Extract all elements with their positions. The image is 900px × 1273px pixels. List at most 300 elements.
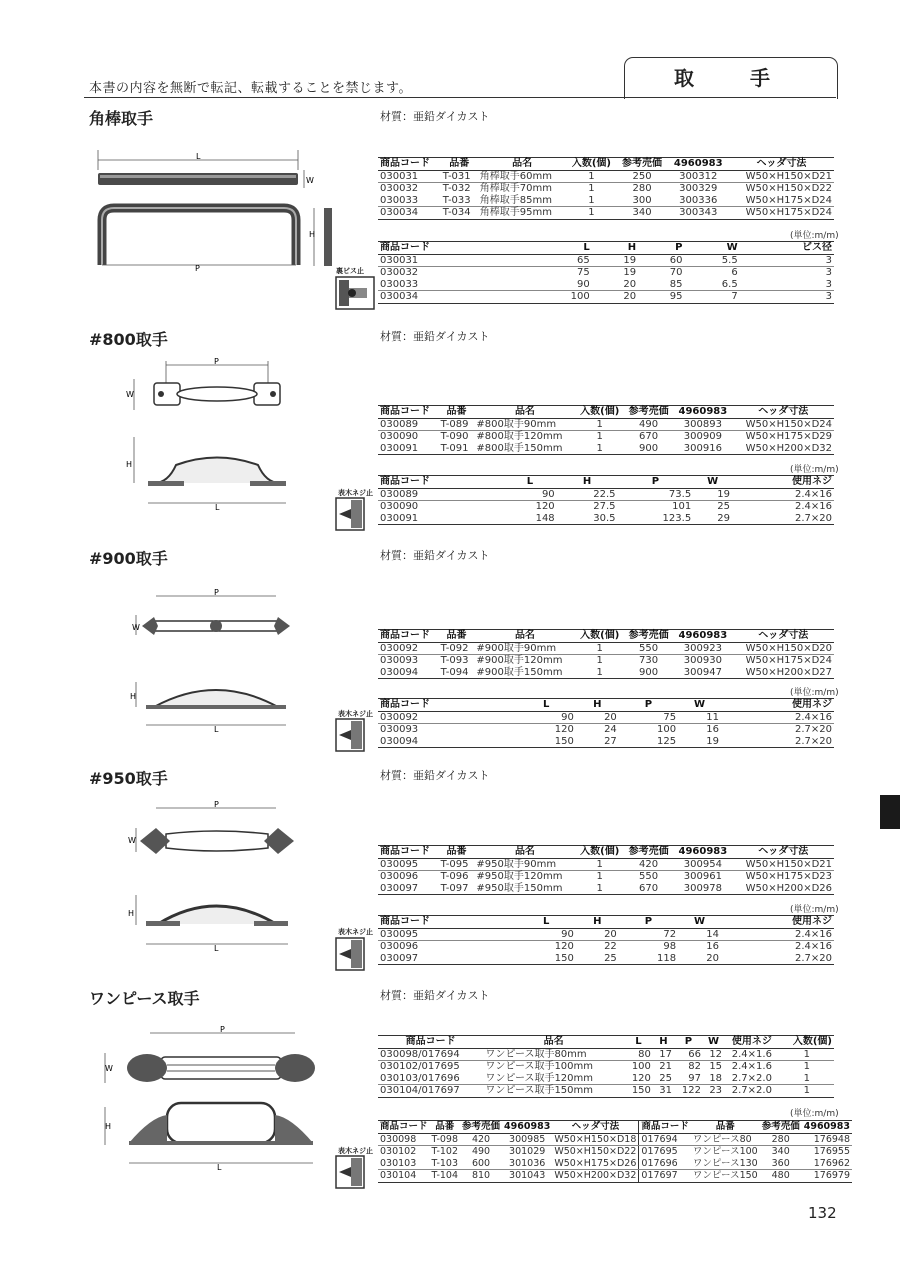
cell: 340	[616, 207, 667, 220]
copyright-notice: 本書の内容を無断で転記、転載することを禁じます。	[89, 81, 412, 96]
cell: 17	[653, 1048, 674, 1061]
cell: T-090	[440, 431, 469, 442]
cell: 3	[740, 279, 834, 291]
mount-label: 表木ネジ止	[338, 710, 373, 718]
category-tab: 取 手	[624, 57, 838, 99]
th: H	[576, 699, 619, 712]
cell: #800取手120mm	[476, 431, 563, 442]
mount-label: 表木ネジ止	[338, 928, 373, 936]
cell: 22	[604, 941, 617, 952]
cell: 2.7×2.0	[724, 1073, 780, 1085]
cell: 2.4×16	[721, 711, 834, 724]
cell: 2.7×20	[732, 513, 834, 525]
spec-table-900-price	[378, 629, 834, 679]
th: L	[624, 1036, 653, 1049]
cell: 6	[731, 267, 738, 278]
cell: 030033	[378, 279, 528, 291]
th: ヘッダ寸法	[552, 1121, 639, 1134]
cell: 300893	[673, 418, 732, 431]
cell: 176955	[813, 1146, 850, 1157]
mount-label: 表木ネジ止	[338, 489, 373, 497]
handle-drawing-onepiece	[95, 1025, 320, 1185]
cell: ワンピース130	[692, 1157, 758, 1169]
th: L	[517, 916, 576, 929]
cell: 017697	[639, 1170, 691, 1183]
dim-label-l: L	[214, 725, 219, 734]
th: 品番	[430, 1121, 461, 1134]
th: L	[528, 242, 592, 255]
cell: #900取手120mm	[476, 655, 563, 666]
cell: W50×H175×D23	[745, 871, 832, 882]
th: 品番	[439, 406, 475, 419]
cell: 300312	[668, 170, 729, 183]
unit-label: (単位:m/m)	[790, 231, 839, 241]
cell: 1	[566, 170, 616, 183]
cell: 75	[619, 711, 678, 724]
th: 品名	[474, 846, 575, 859]
cell: 030095	[378, 928, 517, 941]
cell: 20	[678, 953, 721, 965]
th: 4960983	[673, 630, 732, 643]
cell: W50×H175×D26	[552, 1158, 639, 1170]
wood-screw-icon	[335, 1155, 365, 1189]
cell: 31	[653, 1085, 674, 1098]
cell: 123.5	[618, 513, 694, 525]
cell: 27	[576, 736, 619, 748]
cell: 300985	[502, 1133, 552, 1146]
cell: W50×H150×D21	[732, 858, 834, 871]
cell: T-098	[431, 1133, 459, 1145]
dim-label-h: H	[309, 230, 316, 239]
cell: T-093	[440, 655, 469, 666]
cell: 030104/017697	[378, 1085, 483, 1098]
cell: ワンピース取手150mm	[483, 1085, 624, 1098]
cell: T-031	[441, 170, 478, 183]
cell: 1	[588, 183, 595, 194]
cell: 65	[528, 254, 592, 267]
th: 4960983	[673, 846, 732, 859]
th: 品番	[441, 158, 478, 171]
cell: 030097	[378, 953, 517, 965]
cell: 1	[596, 655, 603, 666]
cell: T-102	[431, 1146, 459, 1157]
cell: 030094	[378, 667, 439, 679]
cell: 60	[638, 254, 684, 267]
th: 品名	[474, 630, 575, 643]
cell: 030098	[378, 1133, 430, 1146]
dimension-table-kakubou	[378, 241, 834, 304]
th: H	[557, 476, 618, 489]
cell: 300343	[668, 207, 729, 220]
section-title-kakubou: 角棒取手	[89, 109, 154, 128]
cell: 030103/017696	[378, 1073, 483, 1085]
cell: 1	[575, 443, 623, 455]
th: L	[517, 699, 576, 712]
cell: 030095	[378, 858, 439, 871]
cell: 1	[575, 667, 623, 679]
cell: W50×H175×D24	[729, 207, 834, 220]
cell: 030092	[378, 711, 517, 724]
dim-label-p: P	[220, 1025, 225, 1034]
cell: 角棒取手60mm	[478, 170, 567, 183]
cell: 730	[639, 655, 659, 666]
cell: W50×H200×D26	[732, 883, 834, 895]
cell: 98	[663, 941, 677, 952]
cell: 22.5	[557, 488, 618, 501]
cell: 030098/017694	[378, 1048, 483, 1061]
cell: #950取手150mm	[474, 883, 575, 895]
cell: 030089	[378, 488, 503, 501]
header-divider	[84, 97, 836, 98]
cell: #900取手150mm	[474, 667, 575, 679]
cell: W50×H150×D22	[552, 1146, 639, 1158]
cell: 14	[678, 928, 721, 941]
cell: 3	[825, 267, 832, 278]
cell: #950取手120mm	[476, 871, 563, 882]
cell: 030031	[378, 170, 441, 183]
th: 参考売価	[616, 158, 667, 171]
cell: 70	[669, 267, 683, 278]
spec-table-800-price	[378, 405, 834, 455]
dimension-table-800	[378, 475, 834, 525]
cell: 20	[576, 928, 619, 941]
cell: 340	[771, 1146, 790, 1157]
cell: 角棒取手95mm	[478, 207, 567, 220]
dim-label-l: L	[214, 944, 219, 953]
cell: 017695	[641, 1146, 678, 1157]
section-title-800: #800取手	[89, 330, 168, 349]
cell: 24	[604, 724, 617, 735]
cell: #950取手90mm	[474, 858, 575, 871]
cell: 90	[503, 488, 557, 501]
th: 参考売価	[624, 846, 673, 859]
cell: 420	[460, 1133, 502, 1146]
dim-label-p: P	[214, 588, 219, 597]
cell: 19	[678, 736, 721, 748]
cell: 19	[623, 267, 637, 278]
dim-label-p: P	[195, 264, 200, 273]
dim-label-w: W	[132, 623, 140, 632]
cell: 19	[693, 488, 732, 501]
cell: T-091	[439, 443, 475, 455]
cell: 20	[576, 711, 619, 724]
cell: 1	[780, 1073, 834, 1085]
cell: 030091	[378, 443, 439, 455]
cell: W50×H150×D20	[732, 642, 834, 655]
th: ビス径	[740, 242, 834, 255]
cell: 1	[566, 195, 616, 207]
dim-label-h: H	[128, 909, 135, 918]
cell: W50×H150×D18	[552, 1133, 639, 1146]
cell: 030033	[378, 195, 441, 207]
cell: T-103	[431, 1157, 459, 1169]
cell: 300978	[673, 883, 732, 895]
wood-screw-icon	[335, 497, 365, 531]
material-950: 材質：亜鉛ダイカスト	[380, 769, 490, 782]
cell: #800取手90mm	[474, 418, 575, 431]
th: 品名	[478, 158, 567, 171]
material-900: 材質：亜鉛ダイカスト	[380, 549, 490, 562]
th: 参考売価	[462, 1121, 501, 1132]
cell: 15	[709, 1061, 723, 1072]
th: 使用ネジ	[732, 476, 834, 489]
cell: 030034	[378, 291, 528, 304]
spec-table-onepiece	[378, 1035, 834, 1098]
cell: 90	[517, 711, 576, 724]
th: W	[685, 242, 740, 255]
cell: ワンピース取手100mm	[485, 1061, 594, 1072]
cell: 150	[517, 736, 576, 748]
cell: 118	[619, 953, 678, 965]
dimension-table-900	[378, 698, 834, 748]
th: 商品コード	[378, 158, 441, 171]
cell: 030096	[380, 871, 419, 882]
th: 使用ネジ	[721, 916, 834, 929]
th: 参考売価	[761, 1121, 800, 1132]
cell: ワンピース取手120mm	[483, 1073, 624, 1085]
unit-label: (単位:m/m)	[790, 465, 839, 475]
cell: W50×H200×D27	[732, 667, 834, 679]
th: W	[678, 916, 721, 929]
cell: 670	[639, 431, 659, 442]
section-title-950: #950取手	[89, 769, 168, 788]
th: ヘッダ寸法	[729, 158, 834, 171]
cell: 280	[632, 183, 652, 194]
cell: 030032	[380, 267, 419, 278]
cell: 90	[517, 928, 576, 941]
handle-drawing-kakubou	[88, 140, 333, 315]
cell: 030034	[378, 207, 441, 220]
cell: 150	[624, 1085, 653, 1098]
th: 4960983	[803, 1121, 850, 1132]
cell: 550	[639, 871, 659, 882]
cell: ワンピース取手80mm	[483, 1048, 624, 1061]
cell: 030032	[380, 183, 419, 194]
th: P	[674, 1036, 703, 1049]
cell: 017694	[639, 1133, 691, 1146]
cell: 2.7×20	[721, 736, 834, 748]
cell: 100	[528, 291, 592, 304]
cell: 030102	[380, 1146, 417, 1157]
cell: 97	[674, 1073, 703, 1085]
th: 商品コード	[639, 1121, 691, 1134]
cell: 490	[471, 1146, 491, 1157]
th: W	[703, 1036, 724, 1049]
cell: 030097	[378, 883, 439, 895]
cell: 12	[703, 1048, 724, 1061]
cell: 017696	[639, 1158, 691, 1170]
spec-table-kakubou-price	[378, 157, 834, 220]
cell: 角棒取手85mm	[478, 195, 567, 207]
unit-label: (単位:m/m)	[790, 905, 839, 915]
th: 参考売価	[624, 406, 673, 419]
cell: T-034	[441, 207, 478, 220]
cell: 1	[780, 1085, 834, 1098]
th: 商品コード	[378, 846, 439, 859]
cell: 030089	[378, 418, 439, 431]
th: 使用ネジ	[724, 1036, 780, 1049]
cell: 122	[674, 1085, 703, 1098]
cell: 5.5	[685, 254, 740, 267]
cell: 120	[554, 941, 574, 952]
th: 商品コード	[378, 476, 503, 489]
cell: 670	[624, 883, 673, 895]
th: 品名	[474, 406, 575, 419]
th: ヘッダ寸法	[732, 630, 834, 643]
cell: T-097	[439, 883, 475, 895]
cell: 360	[760, 1158, 802, 1170]
th: 品番	[439, 630, 475, 643]
cell: 300329	[679, 183, 718, 194]
cell: 300961	[683, 871, 722, 882]
unit-label: (単位:m/m)	[790, 688, 839, 698]
cell: 301029	[509, 1146, 546, 1157]
th: 入数(個)	[780, 1036, 834, 1049]
cell: 2.4×16	[721, 928, 834, 941]
cell: ワンピース100	[692, 1146, 758, 1157]
cell: T-092	[439, 642, 475, 655]
th: 品番	[439, 846, 475, 859]
price-table-onepiece	[378, 1120, 852, 1183]
cell: 030091	[378, 513, 503, 525]
cell: 2.4×1.6	[724, 1048, 780, 1061]
dim-label-l: L	[215, 503, 220, 512]
dim-label-h: H	[105, 1122, 112, 1131]
th: 入数(個)	[566, 158, 616, 171]
cell: 100	[631, 1061, 651, 1072]
th: 商品コード	[378, 916, 517, 929]
cell: 300916	[673, 443, 732, 455]
cell: 80	[624, 1048, 653, 1061]
dim-label-w: W	[128, 836, 136, 845]
mount-label: 裏ビス止	[336, 267, 364, 275]
cell: 82	[688, 1061, 701, 1072]
cell: 030094	[378, 736, 517, 748]
cell: 75	[576, 267, 590, 278]
cell: ワンピース80	[691, 1133, 760, 1146]
cell: T-033	[441, 195, 478, 207]
th: P	[618, 476, 694, 489]
th: P	[638, 242, 684, 255]
cell: 3	[740, 254, 834, 267]
th: 4960983	[673, 406, 732, 419]
dim-label-p: P	[214, 800, 219, 809]
cell: 3	[740, 291, 834, 304]
cell: 030092	[378, 642, 439, 655]
cell: 73.5	[618, 488, 694, 501]
cell: T-089	[439, 418, 475, 431]
cell: 66	[674, 1048, 703, 1061]
dim-label-w: W	[126, 390, 134, 399]
cell: 300947	[673, 667, 732, 679]
th: 使用ネジ	[721, 699, 834, 712]
handle-drawing-950	[118, 800, 318, 960]
cell: 900	[624, 443, 673, 455]
cell: 120	[554, 724, 574, 735]
cell: 250	[616, 170, 667, 183]
th: H	[592, 242, 638, 255]
section-title-900: #900取手	[89, 549, 168, 568]
cell: 6.5	[685, 279, 740, 291]
th: H	[576, 916, 619, 929]
cell: 72	[619, 928, 678, 941]
cell: 1	[566, 207, 616, 220]
cell: 420	[624, 858, 673, 871]
back-screw-icon	[335, 276, 375, 310]
th: 入数(個)	[575, 846, 623, 859]
cell: 480	[760, 1170, 802, 1183]
th: 品名	[483, 1036, 624, 1049]
cell: 280	[760, 1133, 802, 1146]
material-800: 材質：亜鉛ダイカスト	[380, 330, 490, 343]
th: 商品コード	[380, 1121, 428, 1132]
th: ヘッダ寸法	[732, 846, 834, 859]
cell: W50×H175×D24	[745, 655, 832, 666]
cell: 2.4×16	[794, 501, 832, 512]
cell: W50×H150×D24	[732, 418, 834, 431]
th: 4960983	[668, 158, 729, 171]
dim-label-p: P	[214, 357, 219, 366]
dim-label-h: H	[126, 460, 133, 469]
cell: W50×H150×D21	[729, 170, 834, 183]
cell: T-094	[439, 667, 475, 679]
cell: 810	[460, 1170, 502, 1183]
cell: 角棒取手70mm	[479, 183, 553, 194]
cell: 101	[672, 501, 692, 512]
cell: 85	[638, 279, 684, 291]
wood-screw-icon	[335, 718, 365, 752]
cell: ワンピース150	[692, 1170, 758, 1181]
cell: 550	[624, 642, 673, 655]
th: 商品コード	[378, 699, 517, 712]
cell: 30.5	[557, 513, 618, 525]
cell: 176948	[802, 1133, 852, 1146]
cell: T-096	[440, 871, 469, 882]
cell: W50×H175×D24	[729, 195, 834, 207]
cell: 030031	[378, 254, 528, 267]
cell: 1	[596, 871, 603, 882]
page-number: 132	[808, 1204, 837, 1222]
cell: 148	[503, 513, 557, 525]
handle-drawing-900	[118, 585, 318, 745]
cell: 2.7×20	[721, 953, 834, 965]
cell: 490	[624, 418, 673, 431]
cell: #800取手150mm	[474, 443, 575, 455]
cell: 300923	[673, 642, 732, 655]
th: H	[653, 1036, 674, 1049]
handle-drawing-800	[118, 355, 318, 520]
cell: 23	[703, 1085, 724, 1098]
th: 商品コード	[378, 406, 439, 419]
cell: 600	[460, 1158, 502, 1170]
th: 入数(個)	[575, 406, 623, 419]
cell: 2.4×16	[732, 488, 834, 501]
cell: 300	[616, 195, 667, 207]
cell: 1	[803, 1061, 810, 1072]
cell: 7	[685, 291, 740, 304]
cell: T-032	[442, 183, 471, 194]
th: 商品コード	[378, 1036, 483, 1049]
cell: T-095	[439, 858, 475, 871]
cell: 176979	[802, 1170, 852, 1183]
cell: 030093	[380, 724, 419, 735]
cell: W50×H200×D32	[732, 443, 834, 455]
th: 品番	[691, 1121, 760, 1134]
unit-label: (単位:m/m)	[790, 1109, 839, 1119]
cell: 11	[678, 711, 721, 724]
cell: 150	[517, 953, 576, 965]
material-onepiece: 材質：亜鉛ダイカスト	[380, 989, 490, 1002]
